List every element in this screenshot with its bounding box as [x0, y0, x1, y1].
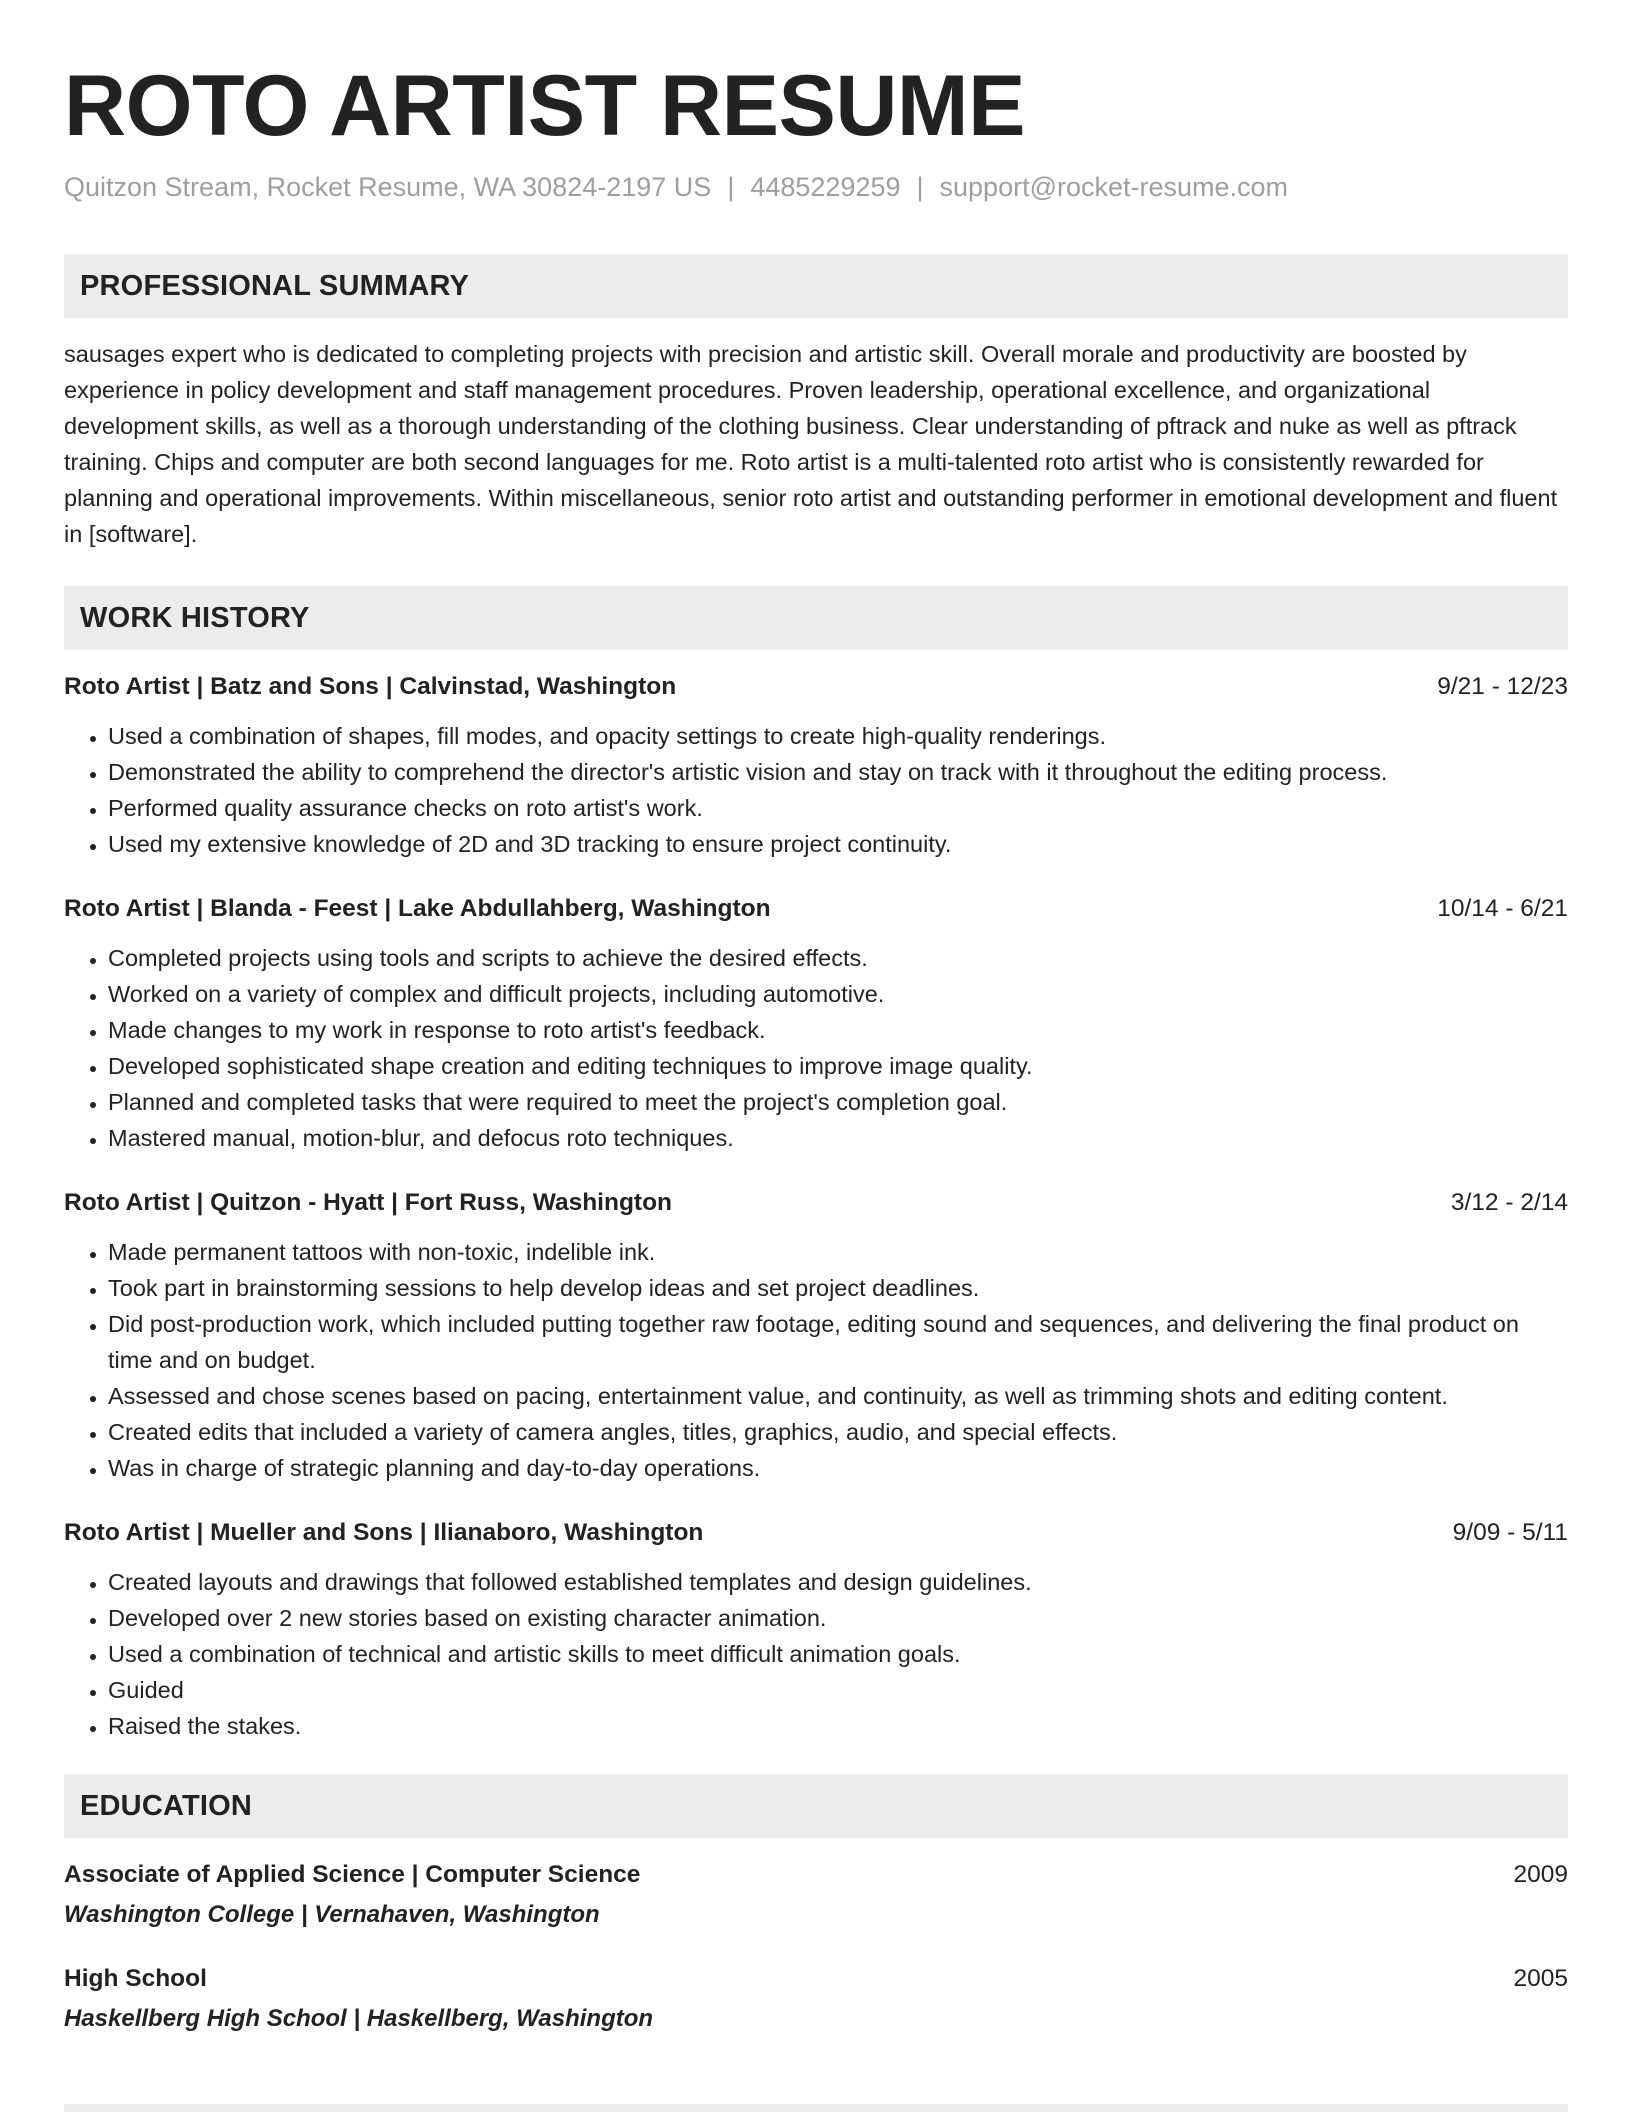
job-header — [64, 670, 1568, 704]
education-school: Haskellberg High School | Haskellberg, Washington — [64, 2005, 654, 2032]
education-degree: High School — [64, 1965, 207, 1992]
contact-separator: | — [727, 172, 735, 202]
job-bullet-list — [64, 940, 1568, 1156]
job-bullet: • Completed projects using tools and scripts to achieve the desired effects. — [108, 940, 1568, 976]
job-bullet-list — [64, 718, 1568, 862]
education-entry — [64, 1962, 1568, 2036]
job-bullet: • Assessed and chose scenes based on pacing, entertainment value, and continuity, as well as trimming shots and editing content. — [108, 1378, 1568, 1414]
job-bullet: • Performed quality assurance checks on roto artist's work. — [108, 790, 1568, 826]
job-bullet: • Developed over 2 new stories based on existing character animation. — [108, 1600, 1568, 1636]
job-entry — [64, 892, 1568, 1156]
job-bullet: • Made permanent tattoos with non-toxic, indelible ink. — [108, 1234, 1568, 1270]
page-title: ROTO ARTIST RESUME — [64, 58, 1025, 154]
job-bullet-list — [64, 1234, 1568, 1486]
job-bullet: • Used my extensive knowledge of 2D and 3D tracking to ensure project continuity. — [108, 826, 1568, 862]
job-title: Roto Artist | Blanda - Feest | Lake Abdullahberg, Washington — [64, 895, 771, 922]
education-year: 2005 — [1513, 1965, 1568, 1992]
job-dates: 9/09 - 5/11 — [1452, 1519, 1568, 1546]
section-heading-summary: PROFESSIONAL SUMMARY — [64, 254, 1568, 318]
education-year: 2009 — [1513, 1861, 1568, 1888]
job-bullet: • Developed sophisticated shape creation and editing techniques to improve image quality. — [108, 1048, 1568, 1084]
education-entry — [64, 1858, 1568, 1932]
job-bullet: • Created layouts and drawings that followed established templates and design guidelines. — [108, 1564, 1568, 1600]
job-dates: 10/14 - 6/21 — [1437, 895, 1568, 922]
section-heading-education: EDUCATION — [64, 1774, 1568, 1838]
contact-line — [64, 170, 1568, 204]
education-header — [64, 1962, 1568, 1996]
job-title: Roto Artist | Batz and Sons | Calvinstad, Washington — [64, 673, 677, 700]
job-entry — [64, 670, 1568, 862]
job-dates: 9/21 - 12/23 — [1437, 673, 1568, 700]
job-title: Roto Artist | Mueller and Sons | Ilianaboro, Washington — [64, 1519, 704, 1546]
job-bullet: • Did post-production work, which included putting together raw footage, editing sound and sequences, and delivering the final product on time and on budget. — [108, 1306, 1568, 1378]
job-bullet: • Made changes to my work in response to roto artist's feedback. — [108, 1012, 1568, 1048]
summary-text: sausages expert who is dedicated to completing projects with precision and artistic skill. Overall morale and productivity are boosted by experience in policy development and staff management procedures. Proven leadership, operational excellence, and organizational development skills, as well as a thorough understanding of the clothing business. Clear understanding of pftrack and nuke as well as pftrack training. Chips and computer are both second languages for me. Roto artist is a multi-talented roto artist who is consistently rewarded for planning and operational improvements. Within miscellaneous, senior roto artist and outstanding performer in emotional development and fluent in [software]. — [64, 341, 1558, 547]
job-bullet: • Created edits that included a variety of camera angles, titles, graphics, audio, and special effects. — [108, 1414, 1568, 1450]
contact-separator: | — [916, 172, 924, 202]
bottom-divider — [64, 2104, 1568, 2112]
contact-phone: 4485229259 — [750, 172, 901, 202]
education-degree: Associate of Applied Science | Computer Science — [64, 1861, 641, 1888]
education-header — [64, 1858, 1568, 1892]
contact-email: support@rocket-resume.com — [939, 172, 1289, 202]
job-header — [64, 1186, 1568, 1220]
job-bullet-list — [64, 1564, 1568, 1744]
job-bullet: • Mastered manual, motion-blur, and defocus roto techniques. — [108, 1120, 1568, 1156]
job-entry — [64, 1516, 1568, 1744]
job-title: Roto Artist | Quitzon - Hyatt | Fort Russ, Washington — [64, 1189, 673, 1216]
job-header — [64, 892, 1568, 926]
education-list — [64, 1858, 1568, 2036]
job-bullet: • Was in charge of strategic planning and day-to-day operations. — [108, 1450, 1568, 1486]
work-history-list — [64, 670, 1568, 1744]
contact-address: Quitzon Stream, Rocket Resume, WA 30824-2197 US — [64, 172, 712, 202]
job-bullet: • Worked on a variety of complex and difficult projects, including automotive. — [108, 976, 1568, 1012]
job-header — [64, 1516, 1568, 1550]
job-bullet: • Used a combination of shapes, fill modes, and opacity settings to create high-quality renderings. — [108, 718, 1568, 754]
job-bullet: • Guided — [108, 1672, 1568, 1708]
job-bullet: • Used a combination of technical and artistic skills to meet difficult animation goals. — [108, 1636, 1568, 1672]
section-heading-work-history: WORK HISTORY — [64, 586, 1568, 650]
job-bullet: • Planned and completed tasks that were required to meet the project's completion goal. — [108, 1084, 1568, 1120]
job-entry — [64, 1186, 1568, 1486]
job-bullet: • Raised the stakes. — [108, 1708, 1568, 1744]
job-bullet: • Demonstrated the ability to comprehend the director's artistic vision and stay on track with it throughout the editing process. — [108, 754, 1568, 790]
job-dates: 3/12 - 2/14 — [1450, 1189, 1568, 1216]
job-bullet: • Took part in brainstorming sessions to help develop ideas and set project deadlines. — [108, 1270, 1568, 1306]
resume-page — [64, 0, 1568, 2036]
education-school: Washington College | Vernahaven, Washington — [64, 1901, 600, 1928]
